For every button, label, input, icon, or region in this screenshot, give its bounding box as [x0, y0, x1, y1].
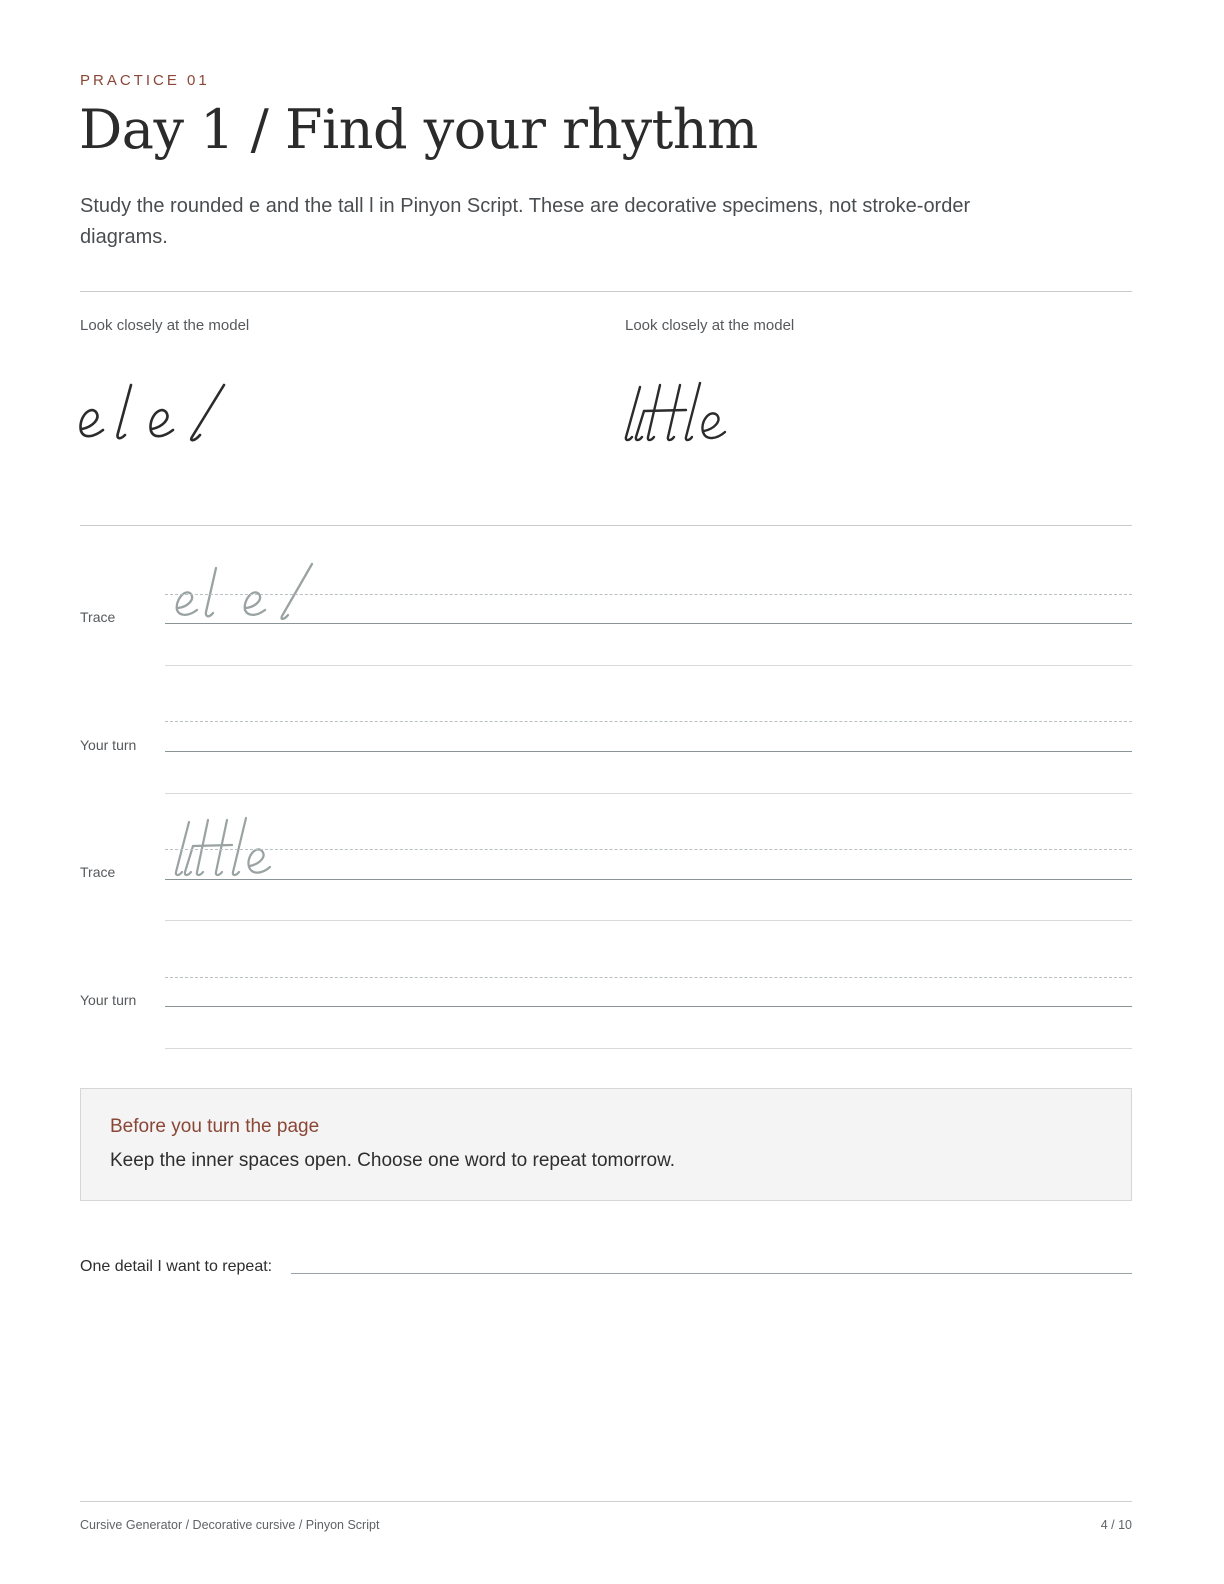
- reflection-answer-line[interactable]: [291, 1273, 1132, 1274]
- divider: [80, 525, 1132, 526]
- row-label-trace: Trace: [80, 609, 116, 625]
- trace-guide-line: [165, 849, 1132, 850]
- row-label-your-turn: Your turn: [80, 737, 137, 753]
- practice-guide-line: [165, 977, 1132, 978]
- trace-guide-line: [165, 594, 1132, 595]
- callout-title: Before you turn the page: [110, 1116, 320, 1137]
- script-specimen-elel: [76, 355, 246, 455]
- footer-source: Cursive Generator / Decorative cursive / Pinyon Script: [80, 1518, 380, 1532]
- trace-specimen-elel[interactable]: [172, 558, 322, 628]
- callout-box: [80, 1088, 1132, 1201]
- page-title: Day 1 / Find your rhythm: [79, 98, 758, 161]
- footer-divider: [80, 1501, 1132, 1502]
- practice-baseline[interactable]: [165, 751, 1132, 752]
- trace-descender-line: [165, 920, 1132, 921]
- trace-descender-line: [165, 665, 1132, 666]
- practice-descender-line: [165, 1048, 1132, 1049]
- trace-baseline[interactable]: [165, 623, 1132, 624]
- model-label-1: Look closely at the model: [80, 317, 250, 334]
- row-label-your-turn: Your turn: [80, 992, 137, 1008]
- row-label-trace: Trace: [80, 864, 116, 880]
- practice-descender-line: [165, 793, 1132, 794]
- script-specimen-little: [622, 355, 732, 455]
- reflection-label: One detail I want to repeat:: [80, 1258, 273, 1275]
- divider: [80, 291, 1132, 292]
- practice-baseline[interactable]: [165, 1006, 1132, 1007]
- trace-baseline[interactable]: [165, 879, 1132, 880]
- practice-guide-line: [165, 721, 1132, 722]
- model-label-2: Look closely at the model: [625, 317, 795, 334]
- page-number: 4 / 10: [1100, 1518, 1132, 1532]
- intro-text: Study the rounded e and the tall l in Pinyon Script. These are decorative specimens, not stroke-order diagrams.: [80, 195, 971, 248]
- practice-kicker: PRACTICE 01: [80, 72, 210, 89]
- callout-body: Keep the inner spaces open. Choose one word to repeat tomorrow.: [110, 1150, 676, 1171]
